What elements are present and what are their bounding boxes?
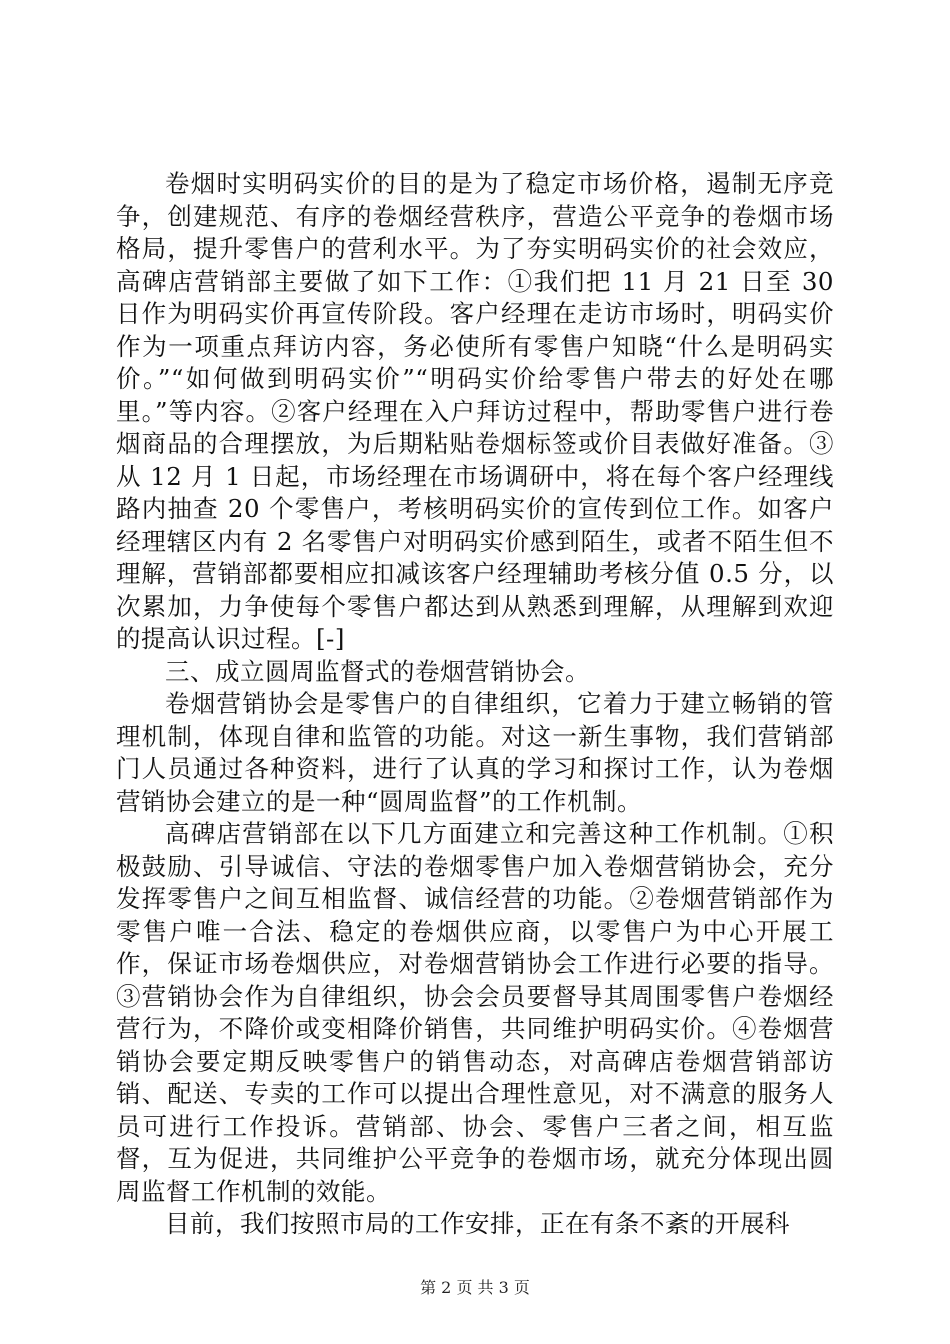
- section-heading-three: 三、成立圆周监督式的卷烟营销协会。: [165, 656, 590, 686]
- paragraph-association-intro: 卷烟营销协会是零售户的自律组织，它着力于建立畅销的管理机制，体现自律和监管的功能。对这一新生事物，我们营销部门人员通过各种资料，进行了认真的学习和探讨工作，认为卷烟营销协会建立的是一种“圆周监督”的工作机制。: [116, 689, 834, 816]
- paragraph-mingma-shijia: 卷烟时实明码实价的目的是为了稳定市场价格，遏制无序竞争，创建规范、有序的卷烟经营秩序，营造公平竞争的卷烟市场格局，提升零售户的营利水平。为了夯实明码实价的社会效应，高碑店营销部主要做了如下工作：①我们把 11 月 21 日至 30 日作为明码实价再宣传阶段。客户经理在走访市场时，明码实价作为一项重点拜访内容，务必使所有零售户知晓“什么是明码实价。”“如何做到明码实价”“明码实价给零售户带去的好处在哪里。”等内容。②客户经理在入户拜访过程中，帮助零售户进行卷烟商品的合理摆放，为后期粘贴卷烟标签或价目表做好准备。③从 12 月 1 日起，市场经理在市场调研中，将在每个客户经理线路内抽查 20 个零售户，考核明码实价的宣传到位工作。如客户经理辖区内有 2 名零售户对明码实价感到陌生，或者不陌生但不理解，营销部都要相应扣减该客户经理辅助考核分值 0.5 分，以次累加，力争使每个零售户都达到从熟悉到理解，从理解到欢迎的提高认识过程。[-]: [116, 169, 834, 653]
- paragraph-current-work: 目前，我们按照市局的工作安排，正在有条不紊的开展科: [165, 1209, 790, 1238]
- page-number-footer: 第 2 页 共 3 页: [420, 1278, 530, 1297]
- paragraph-mechanism: 高碑店营销部在以下几方面建立和完善这种工作机制。①积极鼓励、引导诚信、守法的卷烟零售户加入卷烟营销协会，充分发挥零售户之间互相监督、诚信经营的功能。②卷烟营销部作为零售户唯一合法、稳定的卷烟供应商，以零售户为中心开展工作，保证市场卷烟供应，对卷烟营销协会工作进行必要的指导。③营销协会作为自律组织，协会会员要督导其周围零售户卷烟经营行为，不降价或变相降价销售，共同维护明码实价。④卷烟营销协会要定期反映零售户的销售动态，对高碑店卷烟营销部访销、配送、专卖的工作可以提出合理性意见，对不满意的服务人员可进行工作投诉。营销部、协会、零售户三者之间，相互监督，互为促进，共同维护公平竞争的卷烟市场，就充分体现出圆周监督工作机制的效能。: [116, 819, 834, 1206]
- document-body: [116, 168, 834, 1241]
